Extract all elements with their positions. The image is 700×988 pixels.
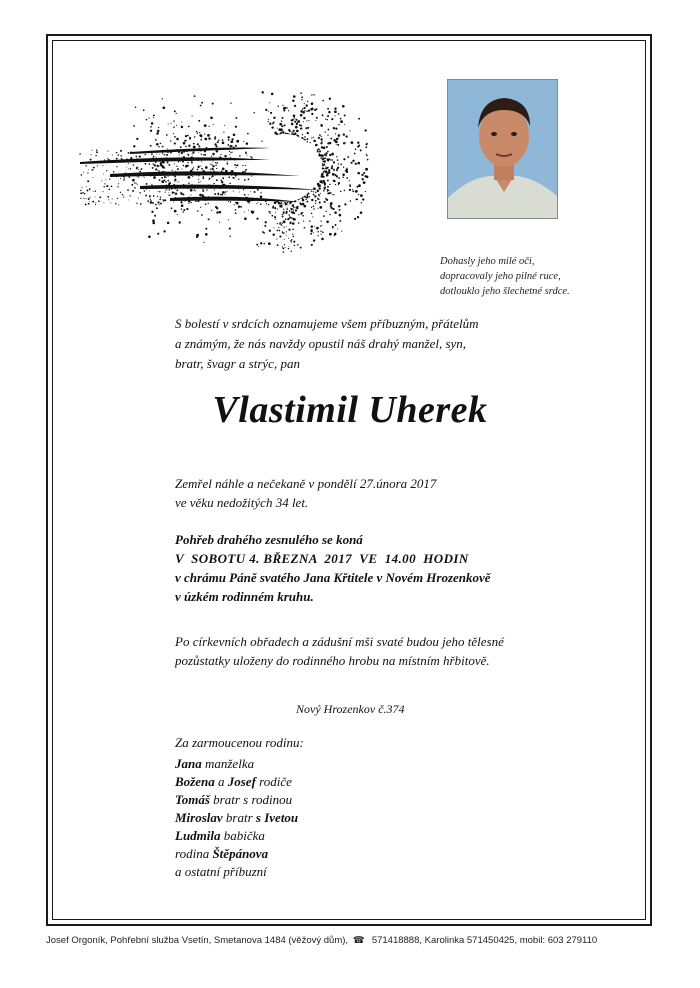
family-relation: babička — [220, 828, 265, 843]
death-notice — [175, 474, 575, 512]
family-name: Tomáš — [175, 792, 210, 807]
poem — [440, 254, 610, 299]
family-name: Štěpánova — [212, 846, 269, 861]
funeral-intro: Pohřeb drahého zesnulého se koná — [175, 532, 363, 547]
family-list — [175, 755, 475, 881]
list-item — [175, 791, 475, 809]
intro-line: bratr, švagr a strýc, pan — [175, 356, 300, 371]
family-relation: a ostatní příbuzní — [175, 864, 267, 879]
address: Nový Hrozenkov č.374 — [296, 702, 405, 716]
family-relation: manželka — [201, 756, 255, 771]
announcement-intro — [175, 314, 575, 374]
phone-icon: ☎ — [352, 935, 365, 946]
poem-line: Dohasly jeho milé oči, — [440, 256, 535, 267]
portrait-photo — [447, 79, 558, 219]
death-line: ve věku nedožitých 34 let. — [175, 495, 309, 510]
family-prefix: rodina — [175, 846, 213, 861]
footer-phones: 571418888, Karolinka 571450425, mobil: 603 279110 — [369, 935, 598, 946]
funeral-date: V SOBOTU 4. BŘEZNA 2017 VE 14.00 HODIN — [175, 551, 469, 566]
funeral-service-footer — [46, 935, 666, 946]
family-relation: bratr — [222, 810, 256, 825]
list-item — [175, 773, 475, 791]
burial-line: Po církevních obřadech a zádušní mši svaté budou jeho tělesné — [175, 634, 504, 649]
funeral-details — [175, 530, 595, 606]
list-item — [175, 809, 475, 827]
family-name: Ludmila — [175, 828, 221, 843]
burial-line: pozůstatky uloženy do rodinného hrobu na místním hřbitově. — [175, 653, 490, 668]
deceased-name: Vlastimil Uherek — [212, 389, 488, 431]
family-name: Josef — [227, 774, 256, 789]
stippled-moon-illustration — [70, 90, 370, 260]
poem-line: dotlouklo jeho šlechetné srdce. — [440, 286, 570, 297]
family-relation: bratr s rodinou — [209, 792, 293, 807]
funeral-location: v chrámu Páně svatého Jana Křtitele v Novém Hrozenkově — [175, 570, 491, 585]
death-line: Zemřel náhle a nečekaně v pondělí 27.února 2017 — [175, 476, 437, 491]
poem-line: dopracovaly jeho pilné ruce, — [440, 271, 561, 282]
family-relation: rodiče — [255, 774, 292, 789]
footer-text: Josef Orgoník, Pohřební služba Vsetín, Smetanova 1484 (věžový dům), — [46, 935, 349, 946]
family-name: Božena — [175, 774, 215, 789]
family-intro: Za zarmoucenou rodinu: — [175, 735, 304, 750]
list-item — [175, 863, 475, 881]
family-name: s Ivetou — [255, 810, 299, 825]
burial-notice — [175, 632, 595, 670]
intro-line: a známým, že nás navždy opustil náš drahý manžel, syn, — [175, 336, 467, 351]
funeral-scope: v úzkém rodinném kruhu. — [175, 589, 314, 604]
list-item — [175, 845, 475, 863]
intro-line: S bolestí v srdcích oznamujeme všem příbuzným, přátelům — [175, 316, 479, 331]
family-connector: a — [214, 774, 228, 789]
list-item — [175, 827, 475, 845]
family-name: Jana — [175, 756, 202, 771]
family-name: Miroslav — [175, 810, 223, 825]
list-item — [175, 755, 475, 773]
